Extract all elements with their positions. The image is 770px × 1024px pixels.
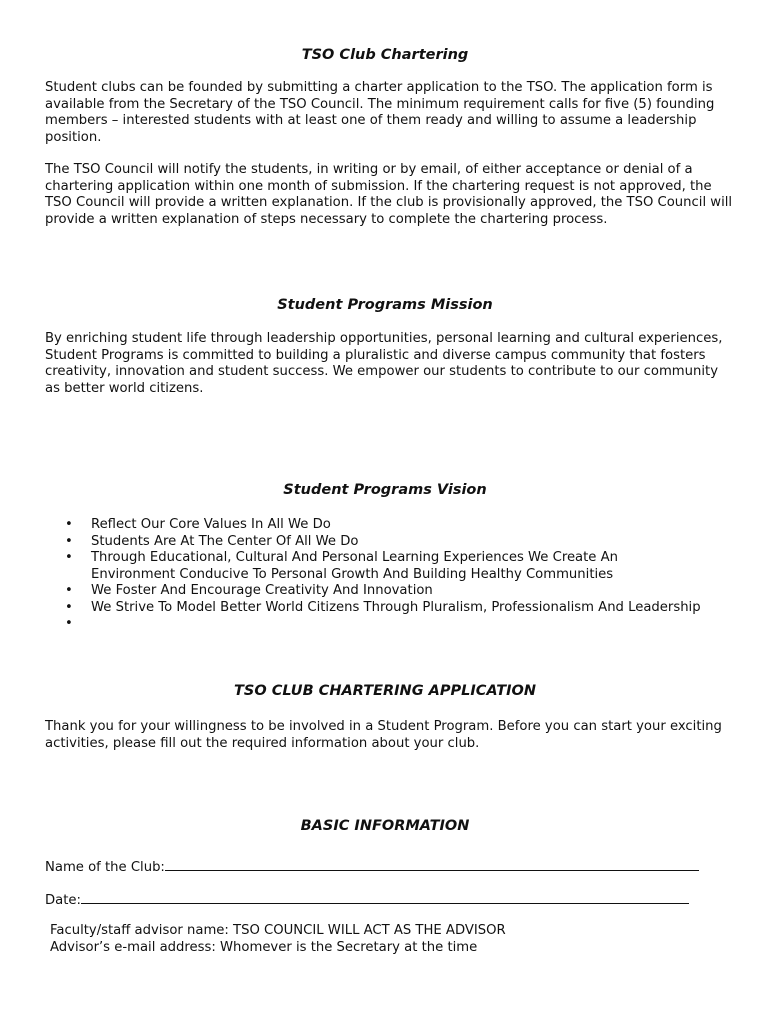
vision-item: • We Foster And Encourage Creativity And Innovation xyxy=(45,583,705,600)
club-name-label: Name of the Club: xyxy=(45,860,165,875)
club-name-blank[interactable] xyxy=(165,857,699,871)
vision-list xyxy=(45,517,705,633)
date-blank[interactable] xyxy=(81,890,689,904)
charter-paragraph-2: The TSO Council will notify the students, in writing or by email, of either acceptance or denial of a chartering application within one month of submission. If the chartering request is not approved, the TSO Council will provide a written explanation. If the club is provisionally approved, the TSO Council will provide a written explanation of steps necessary to complete the chartering process. xyxy=(45,162,733,227)
application-title: TSO CLUB CHARTERING APPLICATION xyxy=(234,683,536,699)
vision-item: • Through Educational, Cultural And Personal Learning Experiences We Create An Environment Conducive To Personal Growth And Building Healthy Communities xyxy=(45,550,705,583)
date-label: Date: xyxy=(45,893,81,908)
vision-title: Student Programs Vision xyxy=(283,482,487,498)
application-intro: Thank you for your willingness to be involved in a Student Program. Before you can start your exciting activities, please fill out the required information about your club. xyxy=(45,719,722,751)
advisor-name: Faculty/staff advisor name: TSO COUNCIL WILL ACT AS THE ADVISOR xyxy=(50,923,506,938)
mission-title: Student Programs Mission xyxy=(277,297,493,313)
basic-info-title: BASIC INFORMATION xyxy=(300,818,470,834)
vision-item: • We Strive To Model Better World Citizens Through Pluralism, Professionalism And Leadership xyxy=(45,600,705,617)
vision-item: • Students Are At The Center Of All We Do xyxy=(45,534,705,551)
vision-item-empty xyxy=(45,616,705,633)
mission-paragraph: By enriching student life through leadership opportunities, personal learning and cultural experiences, Student Programs is committed to building a pluralistic and diverse campus community that fosters creativity, innovation and student success. We empower our students to contribute to our community as better world citizens. xyxy=(45,331,723,396)
date-field[interactable] xyxy=(45,890,689,910)
charter-paragraph-1: Student clubs can be founded by submitting a charter application to the TSO. The application form is available from the Secretary of the TSO Council. The minimum requirement calls for five (5) founding members – interested students with at least one of them ready and willing to assume a leadership position. xyxy=(45,80,715,145)
vision-item: • Reflect Our Core Values In All We Do xyxy=(45,517,705,534)
advisor-email: Advisor’s e-mail address: Whomever is the Secretary at the time xyxy=(50,940,478,955)
club-name-field[interactable] xyxy=(45,857,699,877)
charter-title: TSO Club Chartering xyxy=(301,47,469,63)
